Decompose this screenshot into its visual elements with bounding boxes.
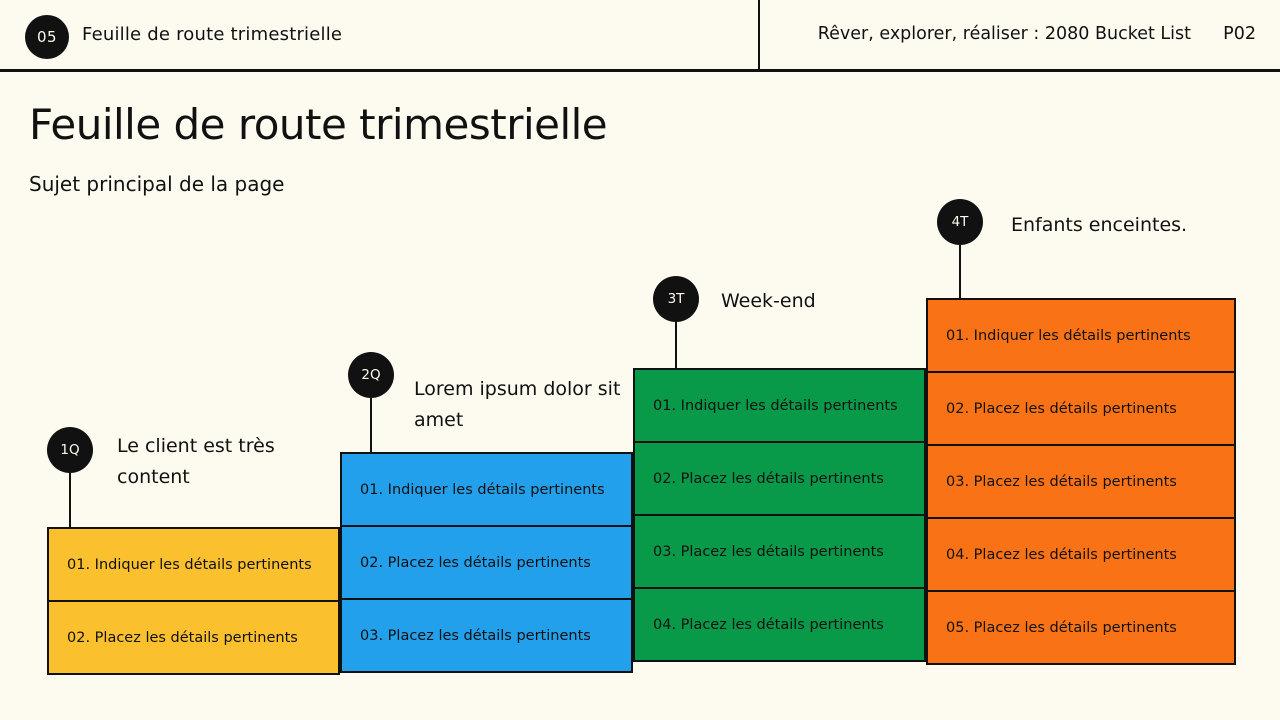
top-bar-deck-name: Rêver, explorer, réaliser : 2080 Bucket List [817,24,1191,44]
marker-label-1q: Le client est très content [117,435,275,489]
chart-cell: 03. Placez les détails pertinents [633,514,926,589]
chart-column-2q[interactable] [340,452,633,673]
chart-cell: 01. Indiquer les détails pertinents [47,527,340,602]
marker-dot-3t: 3T [653,276,699,322]
top-bar-page-number: P02 [1223,24,1256,44]
top-bar-divider [758,0,760,72]
chart-cell: 01. Indiquer les détails pertinents [633,368,926,443]
marker-dot-4t: 4T [937,199,983,245]
marker-label-3t: Week-end [721,290,816,312]
chart-cell: 04. Placez les détails pertinents [633,587,926,662]
chart-cell: 03. Placez les détails pertinents [926,444,1236,519]
chart-column-1q[interactable] [47,527,340,675]
chart-cell: 02. Placez les détails pertinents [926,371,1236,446]
marker-dot-1q: 1Q [47,427,93,473]
marker-stem-2q [370,398,372,452]
chart-cell: 01. Indiquer les détails pertinents [340,452,633,527]
chart-cell: 02. Placez les détails pertinents [633,441,926,516]
slide-number-badge: 05 [25,15,69,59]
marker-label-2q: Lorem ipsum dolor sit amet [414,378,621,432]
chart-column-4t[interactable] [926,298,1236,665]
chart-cell: 02. Placez les détails pertinents [47,600,340,675]
marker-dot-2q: 2Q [348,352,394,398]
chart-cell: 04. Placez les détails pertinents [926,517,1236,592]
page-title: Feuille de route trimestrielle [29,100,608,149]
marker-stem-3t [675,322,677,368]
marker-stem-1q [69,473,71,527]
page-subtitle: Sujet principal de la page [29,172,285,196]
marker-stem-4t [959,245,961,298]
top-bar [0,0,1280,72]
marker-label-4t: Enfants enceintes. [1011,214,1188,236]
top-bar-title: Feuille de route trimestrielle [82,24,343,45]
chart-cell: 05. Placez les détails pertinents [926,590,1236,665]
chart-cell: 01. Indiquer les détails pertinents [926,298,1236,373]
chart-column-3t[interactable] [633,368,926,662]
chart-cell: 03. Placez les détails pertinents [340,598,633,673]
chart-cell: 02. Placez les détails pertinents [340,525,633,600]
